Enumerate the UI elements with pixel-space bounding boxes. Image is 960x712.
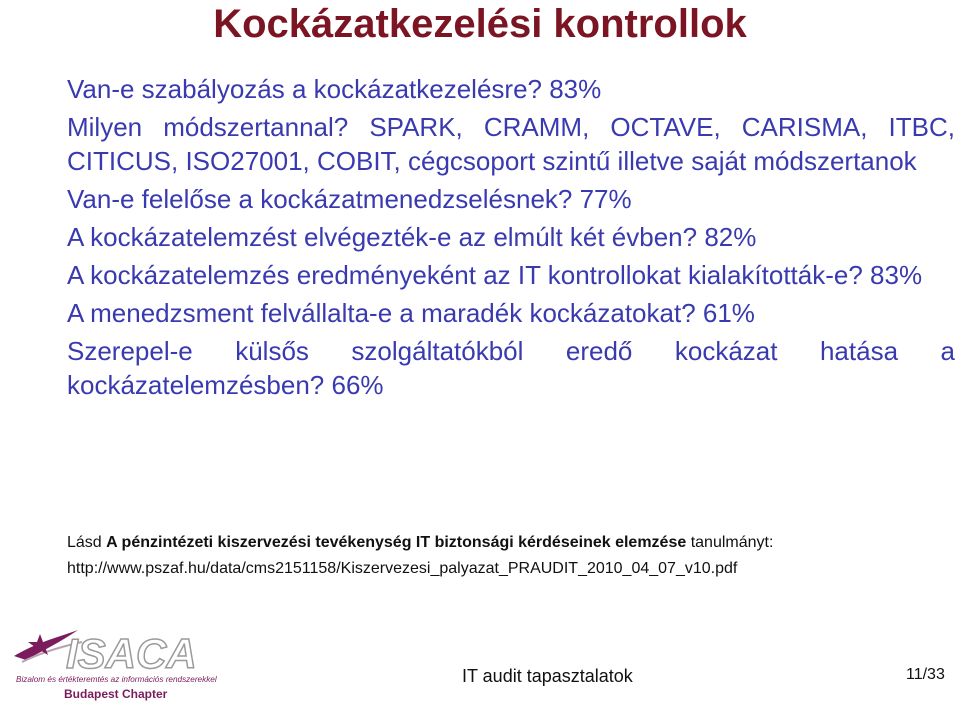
reference-study-title: A pénzintézeti kiszervezési tevékenység IT biztonsági kérdéseinek elemzése bbox=[106, 534, 687, 551]
logo-chapter: Budapest Chapter bbox=[64, 687, 168, 701]
logo-wordmark: ISACA bbox=[66, 630, 197, 677]
bullet-list bbox=[67, 72, 955, 406]
bullet-item: Milyen módszertannal? SPARK, CRAMM, OCTAVE, CARISMA, ITBC, CITICUS, ISO27001, COBIT, cégcsoport szintű illetve saját módszertanok bbox=[67, 112, 955, 176]
reference-suffix: tanulmányt: bbox=[686, 534, 774, 551]
bullet-item: A kockázatelemzés eredményeként az IT kontrollokat kialakították-e? 83% bbox=[67, 260, 923, 290]
slide-title: Kockázatkezelési kontrollok bbox=[213, 2, 747, 46]
bullet-item: Van-e felelőse a kockázatmenedzselésnek? 77% bbox=[67, 184, 632, 214]
reference-url[interactable]: http://www.pszaf.hu/data/cms2151158/Kiszervezesi_palyazat_PRAUDIT_2010_04_07_v10.pdf bbox=[67, 560, 738, 577]
isaca-logo-graphic bbox=[8, 612, 230, 704]
bullet-item: A kockázatelemzést elvégezték-e az elmúlt két évben? 82% bbox=[67, 222, 757, 252]
bullet-item: Van-e szabályozás a kockázatkezelésre? 83% bbox=[67, 74, 602, 104]
isaca-logo bbox=[8, 612, 230, 704]
reference-line bbox=[67, 530, 947, 556]
footer-label: IT audit tapasztalatok bbox=[462, 666, 633, 686]
reference-prefix: Lásd bbox=[67, 534, 107, 551]
reference-note bbox=[67, 530, 947, 582]
bullet-item: A menedzsment felvállalta-e a maradék kockázatokat? 61% bbox=[67, 298, 755, 328]
page-number: 11/33 bbox=[906, 666, 945, 683]
bullet-item: Szerepel-e külsős szolgáltatókból eredő kockázat hatása a kockázatelemzésben? 66% bbox=[67, 336, 955, 400]
logo-tagline: Bizalom és értékteremtés az információs rendszerekkel bbox=[16, 675, 217, 684]
